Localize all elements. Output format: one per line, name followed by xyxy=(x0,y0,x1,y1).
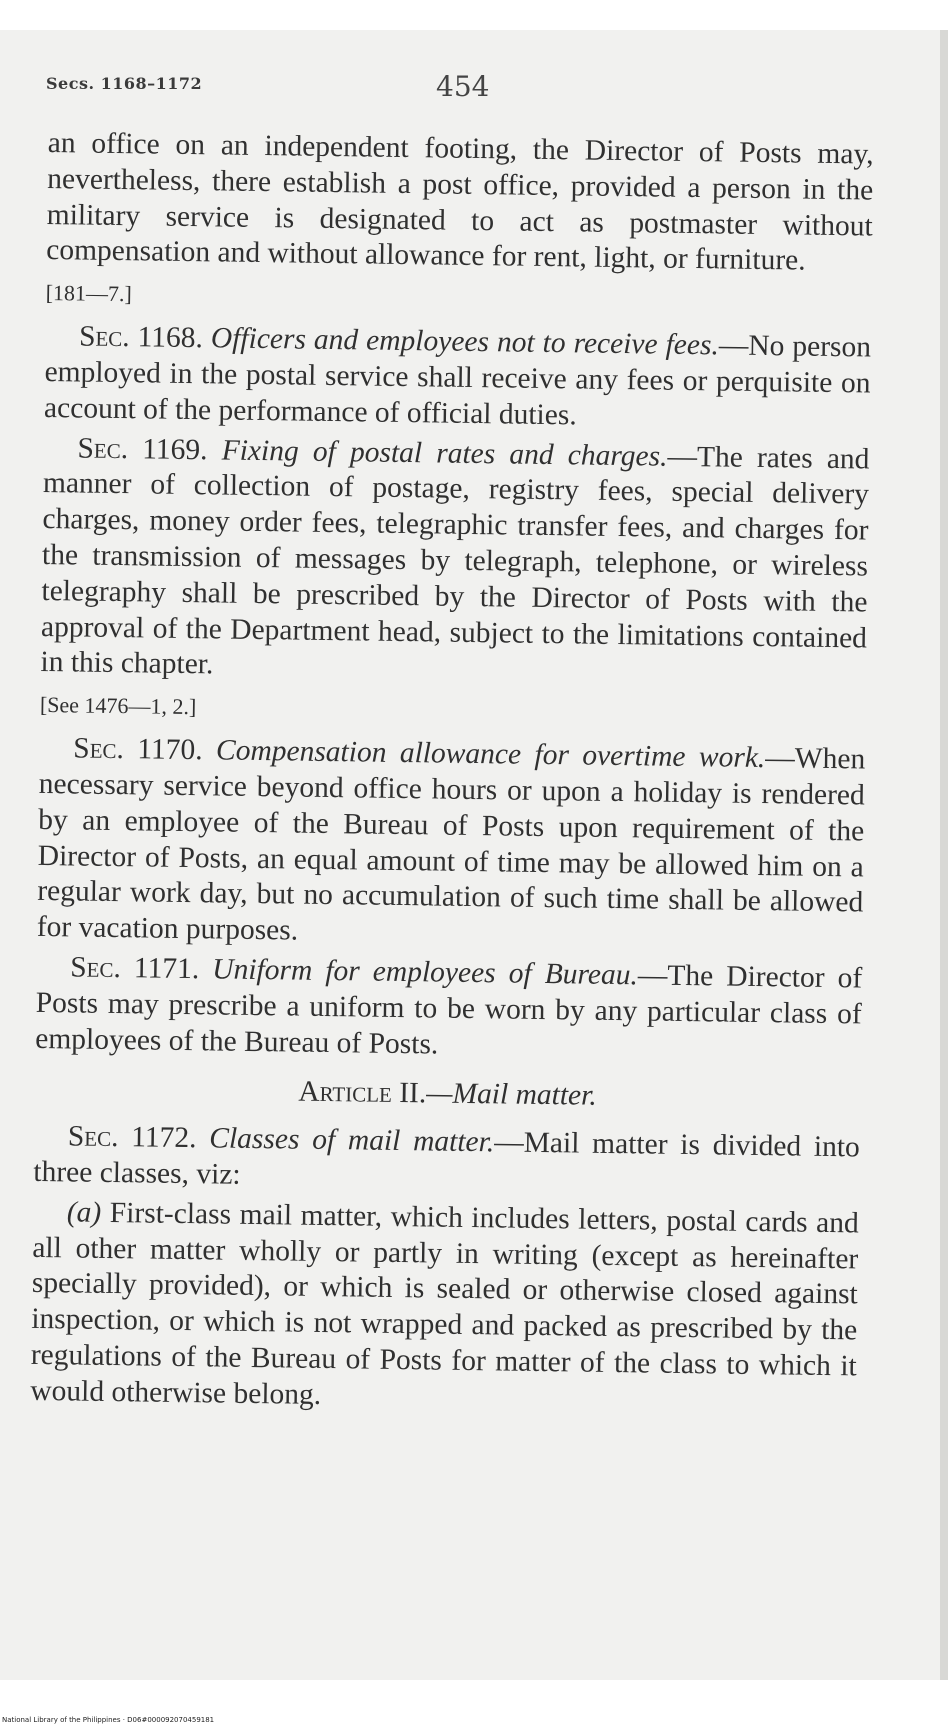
section-1170 xyxy=(37,731,866,957)
section-heading: Compensation allowance for overtime work. xyxy=(215,734,766,775)
section-heading: Fixing of postal rates and charges. xyxy=(221,434,668,473)
source-reference: [See 1476—1, 2.] xyxy=(39,692,197,720)
scan-footer-note: National Library of the Philippines · D06#000092070459181 xyxy=(2,1716,215,1724)
section-text: —Mail matter is divided into three classes, viz: xyxy=(33,1126,861,1191)
section-text: —The Director of Posts may prescribe a uniform to be worn by any particular class of employees of the Bureau of Posts. xyxy=(35,959,863,1061)
article-label: Article II. xyxy=(298,1075,427,1110)
section-text: —When necessary service beyond office hours or upon a holiday is rendered by an employee of the Bureau of Posts upon requirement of the Director of Posts, an equal amount of time may be allowed him on a regular work day, but no accumulation of such time shall be allowed for vacation purposes. xyxy=(36,742,866,947)
section-number: Sec. 1172. xyxy=(67,1120,197,1155)
article-title: —Mail matter. xyxy=(426,1077,597,1113)
section-text: —No person employed in the postal service shall receive any fees or perquisite on account of the performance of official duties. xyxy=(43,329,872,432)
section-number: Sec. 1170. xyxy=(73,732,203,767)
running-head-sections: Secs. 1168–1172 xyxy=(46,74,203,93)
section-text: —The rates and manner of collection of postage, registry fees, special delivery charges, money order fees, telegraphic transfer fees, and charges for the transmission of messages by telegraph, telephone, or wireless telegraphy shall be prescribed by the Director of Posts with the approval of the Department head, subject to the limitations contained in this chapter. xyxy=(40,440,870,681)
section-number: Sec. 1171. xyxy=(70,951,200,986)
section-1171 xyxy=(35,950,862,1069)
source-reference: [181—7.] xyxy=(45,280,132,307)
subsection-label: (a) xyxy=(66,1196,102,1229)
section-1168 xyxy=(44,319,871,438)
section-heading: Officers and employees not to receive fees. xyxy=(210,322,720,362)
section-heading: Classes of mail matter. xyxy=(209,1122,495,1159)
section-number: Sec. 1168. xyxy=(78,320,204,355)
page-number: 454 xyxy=(436,70,490,103)
section-number: Sec. 1169. xyxy=(77,432,208,466)
section-1169 xyxy=(40,431,869,693)
page-body xyxy=(30,126,874,1425)
section-heading: Uniform for employees of Bureau. xyxy=(212,953,639,992)
page-edge-shadow xyxy=(940,30,948,1680)
article-heading xyxy=(34,1071,860,1118)
subsection-a xyxy=(30,1195,859,1421)
subsection-text: First-class mail matter, which includes letters, postal cards and all other matter wholly or partly in writing (except as hereinafter specially provided), or which is sealed or otherwise closed against inspection, or which is not wrapped and packed as prescribed by the regulations of the Bureau of Posts for matter of the class to which it would otherwise belong. xyxy=(30,1196,859,1411)
section-1172 xyxy=(33,1119,860,1202)
continued-paragraph: an office on an independent footing, the Director of Posts may, nevertheless, there establish a post office, provided a person in the military service is designated to act as postmaster without compensation and without allowance for rent, light, or furniture. xyxy=(46,126,874,277)
